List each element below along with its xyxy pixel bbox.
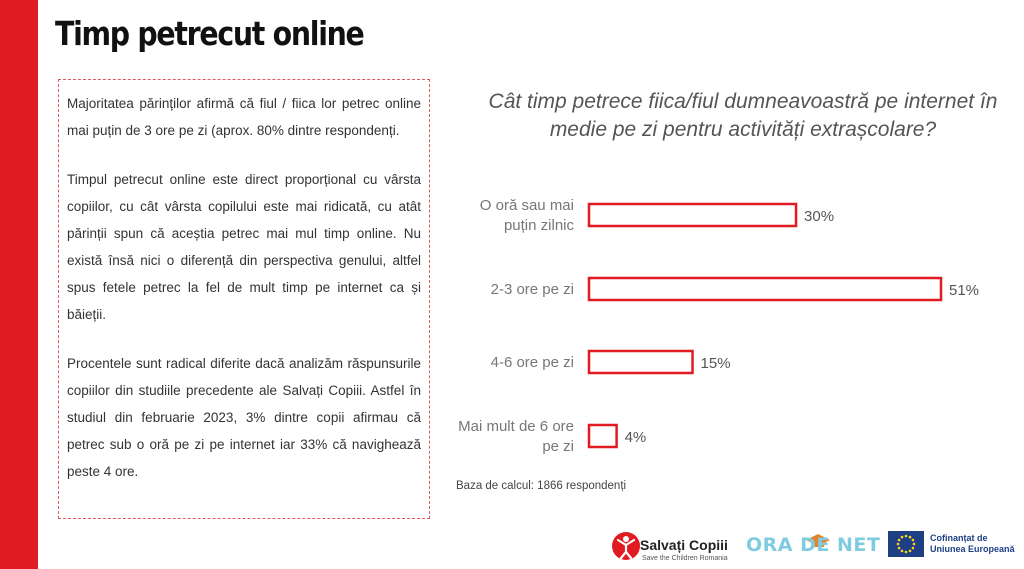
eu-star-icon xyxy=(901,550,904,553)
chart-title: Cât timp petrece fiica/fiul dumneavoastră pe internet în medie pe zi pentru activități extrașcolare? xyxy=(488,90,998,141)
eu-star-icon xyxy=(909,536,912,539)
paragraph-2: Timpul petrecut online este direct proporțional cu vârsta copiilor, cu cât vârsta copilului este mai ridicată, cu atât părinții spun că aceștia petrec mai mul timp online. Nu există însă nici o diferență din perspectiva genului, altfel spus fetele petrec la fel de mult timp pe internet ca și băieții. xyxy=(67,172,421,322)
eu-star-icon xyxy=(909,550,912,553)
eu-star-icon xyxy=(905,551,908,554)
category-label-0: O oră sau mai puțin zilnic xyxy=(479,197,574,234)
value-label-1: 51% xyxy=(949,282,980,299)
eu-star-icon xyxy=(898,547,901,550)
salvati-copiii-logo-icon xyxy=(612,532,640,560)
eu-star-icon xyxy=(912,547,915,550)
salvati-copiii-name: Salvați Copiii xyxy=(640,537,728,553)
value-label-0: 30% xyxy=(804,208,835,225)
category-label-1: 2-3 ore pe zi xyxy=(490,281,574,298)
salvati-copiii-subtitle: Save the Children Romania xyxy=(642,555,728,562)
ora-de-net-logo: ORA DE NET xyxy=(746,534,881,556)
eu-star-icon xyxy=(905,535,908,538)
paragraph-3: Procentele sunt radical diferite dacă analizăm răspunsurile copiilor din studiile precedente ale Salvați Copiii. Astfel în studiul din februarie 2023, 3% dintre copii afirmau că petrec sub o oră pe zi pe internet iar 33% că navighează peste 4 ore. xyxy=(67,356,421,479)
category-label-3: Mai mult de 6 ore pe zi xyxy=(458,418,574,455)
eu-star-icon xyxy=(897,543,900,546)
eu-star-icon xyxy=(901,536,904,539)
paragraph-1: Majoritatea părinților afirmă că fiul / fiica lor petrec online mai puțin de 3 ore pe zi (aprox. 80% dintre respondenți. xyxy=(67,96,421,138)
value-label-2: 15% xyxy=(700,355,731,372)
eu-star-icon xyxy=(912,539,915,542)
eu-cofinanced-text: Cofinanțat de Uniunea Europeană xyxy=(930,533,1015,554)
category-label-2: 4-6 ore pe zi xyxy=(490,354,574,371)
value-label-3: 4% xyxy=(624,429,647,446)
eu-star-icon xyxy=(913,543,916,546)
page-title: Timp petrecut online xyxy=(55,14,364,53)
base-note: Baza de calcul: 1866 respondenți xyxy=(456,480,627,492)
eu-star-icon xyxy=(898,539,901,542)
